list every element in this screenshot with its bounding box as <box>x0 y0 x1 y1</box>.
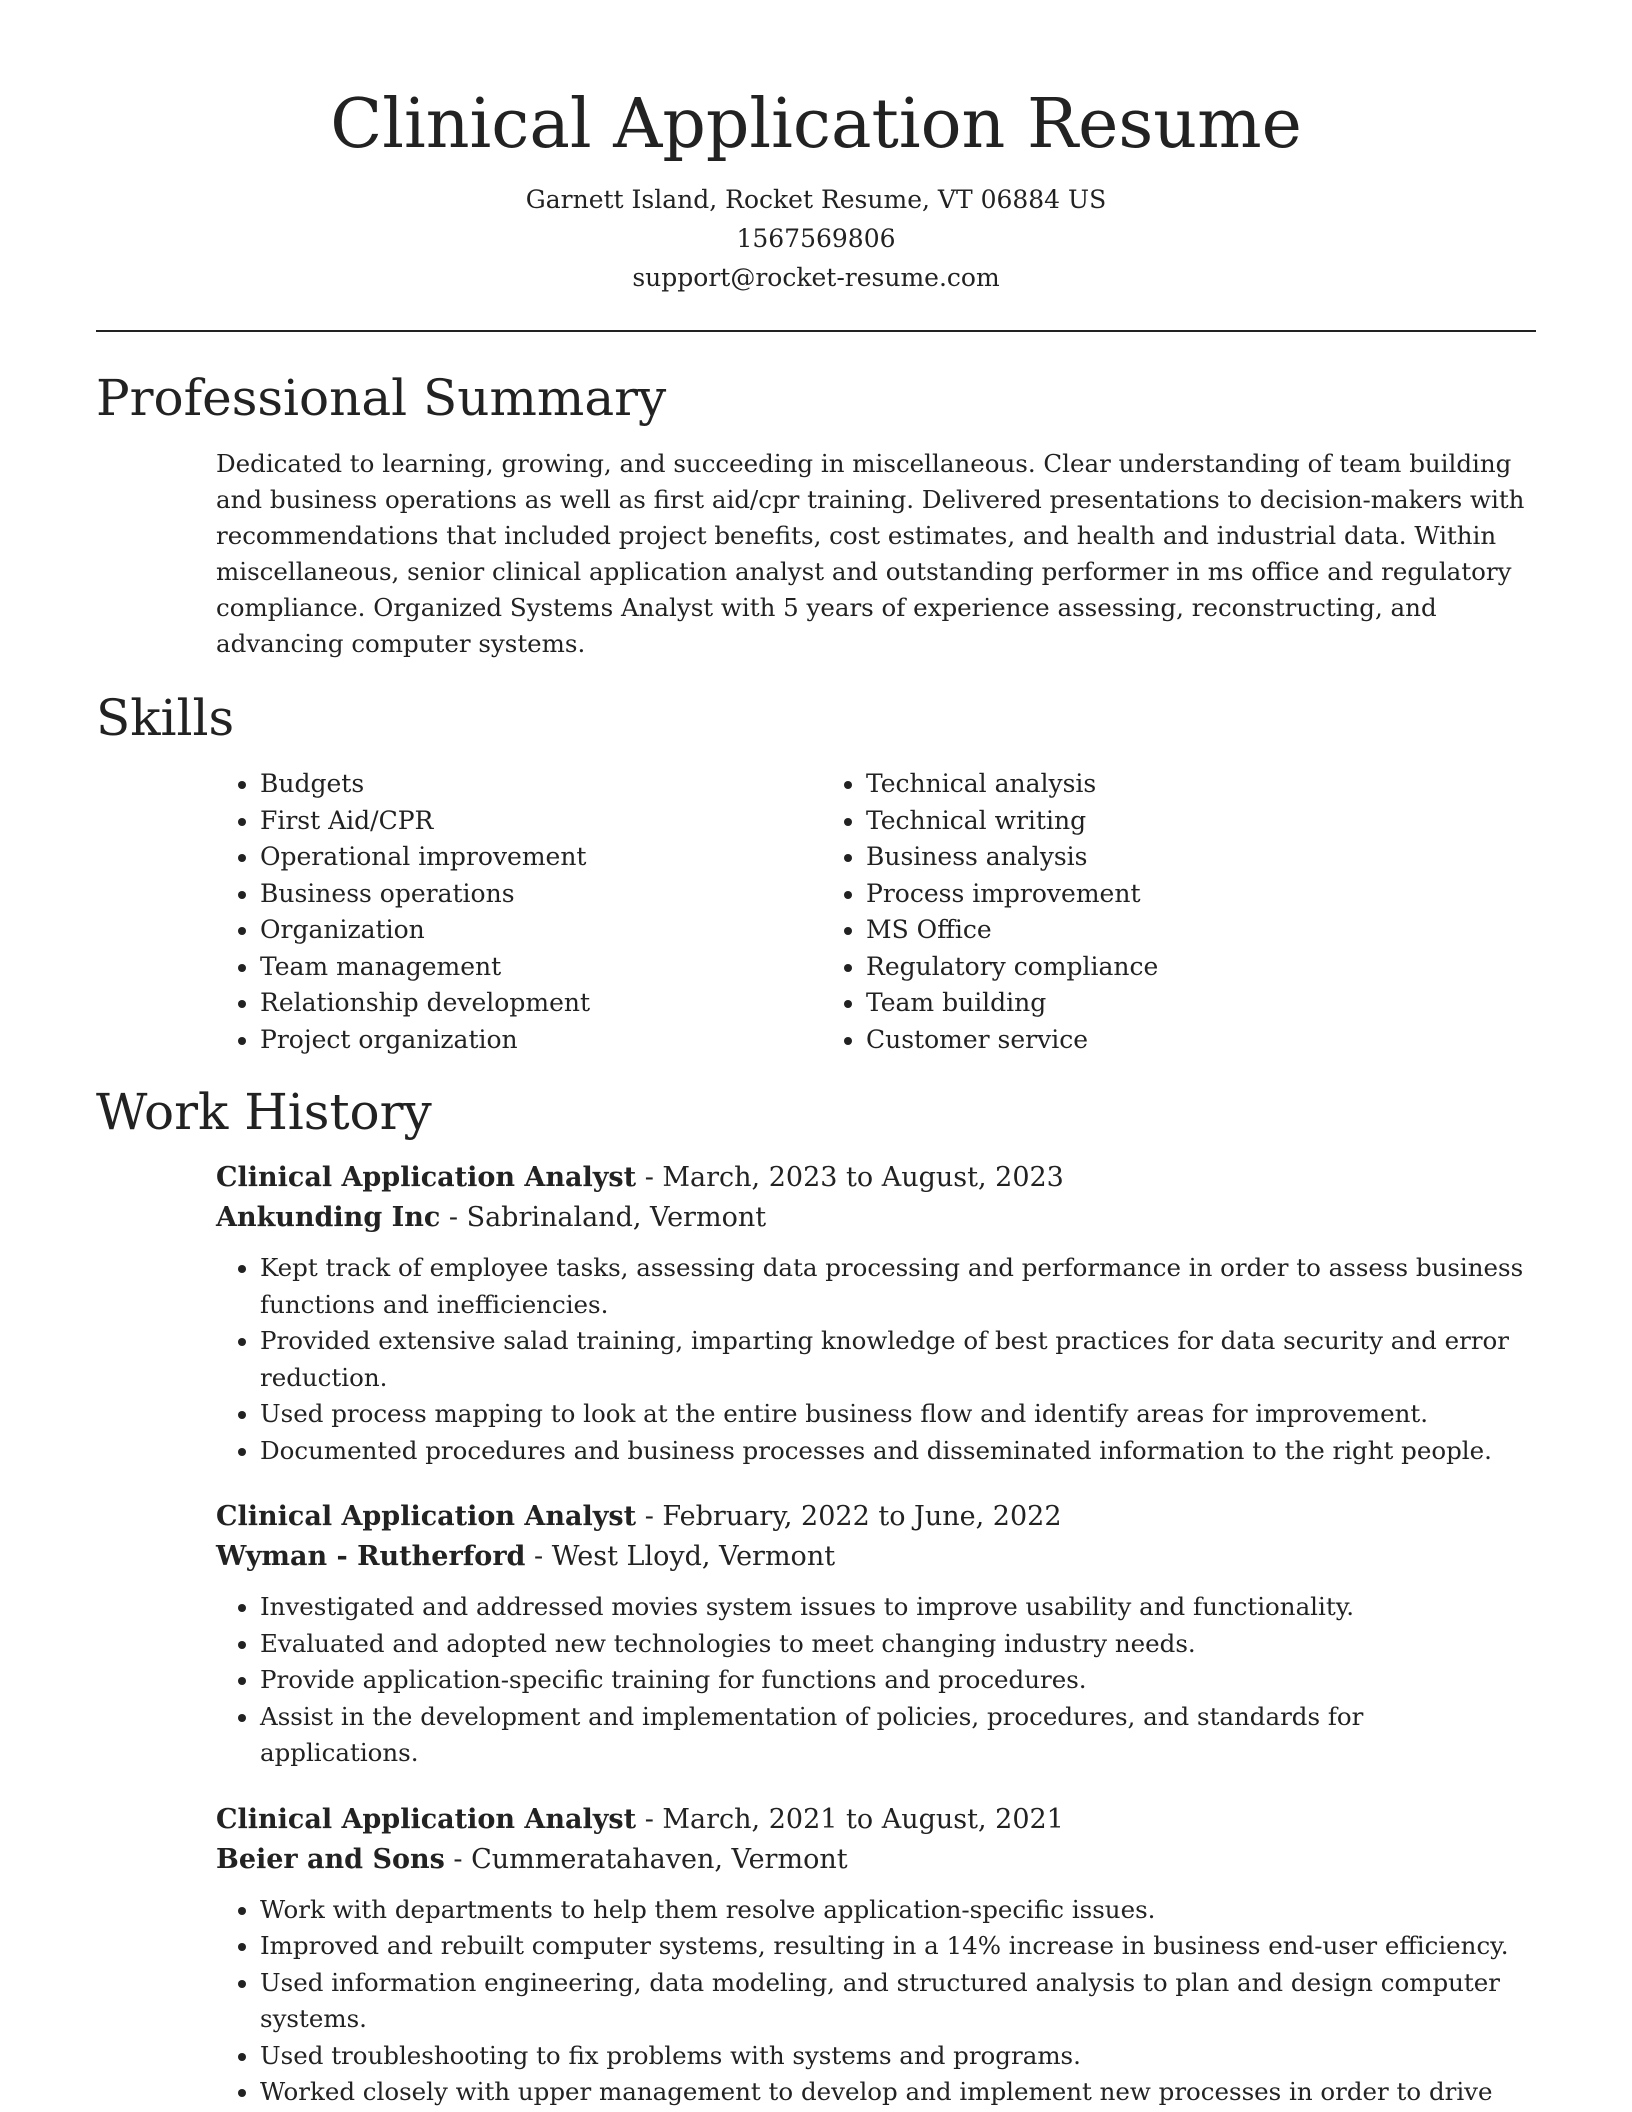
skill-item: • Technical writing <box>866 803 1522 840</box>
skill-item: • Process improvement <box>866 876 1522 913</box>
company-location: - Sabrinaland, Vermont <box>440 1202 767 1233</box>
company-name: Ankunding Inc <box>216 1202 441 1233</box>
skill-item: • Regulatory compliance <box>866 949 1522 986</box>
job-dates: - March, 2023 to August, 2023 <box>636 1162 1064 1193</box>
skill-item: • Project organization <box>260 1022 822 1059</box>
job-title-line <box>216 1497 1536 1537</box>
job-bullet: • Evaluated and adopted new technologies to meet changing industry needs. <box>260 1626 1526 1663</box>
skill-item: • First Aid/CPR <box>260 803 822 840</box>
contact-address: Garnett Island, Rocket Resume, VT 06884 US <box>525 185 1107 214</box>
skill-item: • Technical analysis <box>866 766 1522 803</box>
skill-item: • Operational improvement <box>260 839 822 876</box>
contact-phone: 1567569806 <box>736 224 896 253</box>
job-bullet: • Provide application-specific training for functions and procedures. <box>260 1662 1526 1699</box>
job-title-line <box>216 1800 1536 1840</box>
job-bullet-list <box>216 1589 1526 1772</box>
skills-list-left <box>216 766 822 1058</box>
job-bullet: • Used process mapping to look at the entire business flow and identify areas for improvement. <box>260 1396 1526 1433</box>
summary-text: Dedicated to learning, growing, and succeeding in miscellaneous. Clear understanding of team building and business operations as well as first aid/cpr training. Delivered presentations to decision-makers with recommendations that included project benefits, cost estimates, and health and industrial data. Within miscellaneous, senior clinical application analyst and outstanding performer in ms office and regulatory compliance. Organized Systems Analyst with 5 years of experience assessing, reconstructing, and advancing computer systems. <box>216 449 1525 658</box>
job-entry <box>216 1800 1536 2111</box>
skills-heading: Skills <box>96 689 235 747</box>
job-bullet: • Kept track of employee tasks, assessing data processing and performance in order to assess business functions and inefficiencies. <box>260 1250 1526 1323</box>
job-entry <box>216 1158 1536 1469</box>
contact-email: support@rocket-resume.com <box>632 263 1000 292</box>
skill-item: • Business operations <box>260 876 822 913</box>
header-divider <box>96 330 1536 332</box>
job-bullet: • Improved and rebuilt computer systems, resulting in a 14% increase in business end-user efficiency. <box>260 1928 1526 1965</box>
company-name: Beier and Sons <box>216 1843 445 1875</box>
summary-heading: Professional Summary <box>96 369 667 427</box>
job-bullet: • Provided extensive salad training, imparting knowledge of best practices for data security and error reduction. <box>260 1323 1526 1396</box>
skill-item: • Customer service <box>866 1022 1522 1059</box>
job-dates: - February, 2022 to June, 2022 <box>636 1501 1062 1532</box>
job-company-line <box>216 1840 1536 1880</box>
skills-grid <box>216 766 1536 1058</box>
skill-item: • MS Office <box>866 912 1522 949</box>
skills-list-right <box>822 766 1522 1058</box>
job-entry <box>216 1497 1536 1772</box>
resume-page <box>96 0 1536 2111</box>
job-bullet: • Investigated and addressed movies system issues to improve usability and functionality. <box>260 1589 1526 1626</box>
job-title: Clinical Application Analyst <box>216 1803 637 1835</box>
job-title: Clinical Application Analyst <box>216 1162 637 1193</box>
resume-title: Clinical Application Resume <box>330 85 1302 164</box>
job-bullet-list <box>216 1892 1526 2111</box>
skill-item: • Relationship development <box>260 985 822 1022</box>
job-bullet: • Documented procedures and business processes and disseminated information to the right people. <box>260 1433 1526 1470</box>
skill-item: • Team management <box>260 949 822 986</box>
job-title-line <box>216 1158 1536 1198</box>
skill-item: • Organization <box>260 912 822 949</box>
company-location: - West Lloyd, Vermont <box>525 1541 836 1572</box>
skill-item: • Business analysis <box>866 839 1522 876</box>
contact-block <box>96 180 1536 297</box>
job-company-line <box>216 1537 1536 1577</box>
skill-item: • Budgets <box>260 766 822 803</box>
job-bullet: • Assist in the development and implementation of policies, procedures, and standards for applications. <box>260 1699 1526 1772</box>
job-bullet: • Used troubleshooting to fix problems with systems and programs. <box>260 2038 1526 2075</box>
job-bullet: • Work with departments to help them resolve application-specific issues. <box>260 1892 1526 1929</box>
job-bullet: • Worked closely with upper management to develop and implement new processes in order to drive <box>260 2074 1526 2111</box>
job-company-line <box>216 1198 1536 1238</box>
skill-item: • Team building <box>866 985 1522 1022</box>
work-history-heading: Work History <box>96 1083 432 1141</box>
job-bullet-list <box>216 1250 1526 1469</box>
job-title: Clinical Application Analyst <box>216 1501 637 1532</box>
company-location: - Cummeratahaven, Vermont <box>444 1843 848 1875</box>
job-dates: - March, 2021 to August, 2021 <box>636 1803 1064 1835</box>
job-bullet: • Used information engineering, data modeling, and structured analysis to plan and design computer systems. <box>260 1965 1526 2038</box>
company-name: Wyman - Rutherford <box>216 1541 526 1572</box>
